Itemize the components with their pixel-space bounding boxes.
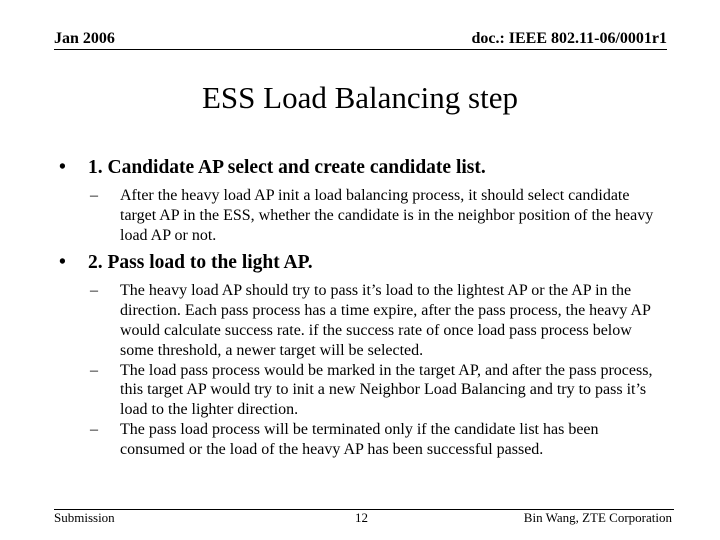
bullet-text-1: 1. Candidate AP select and create candidate list.: [88, 157, 486, 178]
bullet-item-2: [54, 251, 666, 275]
bullet-item-1: [54, 156, 666, 180]
dash-icon: –: [90, 282, 98, 300]
footer-submission: Submission: [54, 510, 115, 525]
sub-bullet-2-3: [90, 420, 666, 460]
bullet-text-2: 2. Pass load to the light AP.: [88, 252, 313, 274]
sub-bullet-1-1: [90, 186, 666, 245]
sub-bullet-text: After the heavy load AP init a load balancing process, it should select candidate target AP in the ESS, whether the candidate is in the neighbor position of the heavy load AP or not.: [120, 187, 654, 244]
slide-body: [54, 156, 666, 460]
dash-icon: –: [90, 361, 98, 379]
header-doc-id: doc.: IEEE 802.11-06/0001r1: [471, 30, 667, 47]
header-date: Jan 2006: [54, 30, 115, 47]
dash-icon: –: [90, 187, 98, 204]
sub-bullet-text: The heavy load AP should try to pass it’s load to the lightest AP or the AP in the direction. Each pass process has a time expire, after the pass process, the heavy AP would calculate success rate. if the success rate of once load pass process below some threshold, a newer target will be selected.: [120, 282, 651, 359]
page-number: 12: [355, 510, 368, 525]
header-divider: [54, 49, 667, 50]
sub-bullet-text: The pass load process will be terminated only if the candidate list has been consumed or the load of the heavy AP has been successful passed.: [120, 420, 599, 458]
bullet-dot-icon: •: [59, 252, 66, 274]
slide-title: ESS Load Balancing step: [202, 80, 518, 115]
bullet-dot-icon: •: [59, 157, 66, 178]
sub-bullet-2-2: [90, 361, 666, 420]
footer-author: Bin Wang, ZTE Corporation: [523, 510, 672, 525]
dash-icon: –: [90, 420, 98, 438]
sub-bullet-2-1: [90, 281, 666, 360]
sub-bullet-text: The load pass process would be marked in the target AP, and after the pass process, this target AP would try to init a new Neighbor Load Balancing and try to pass it’s load to the lighter direction.: [120, 361, 653, 419]
